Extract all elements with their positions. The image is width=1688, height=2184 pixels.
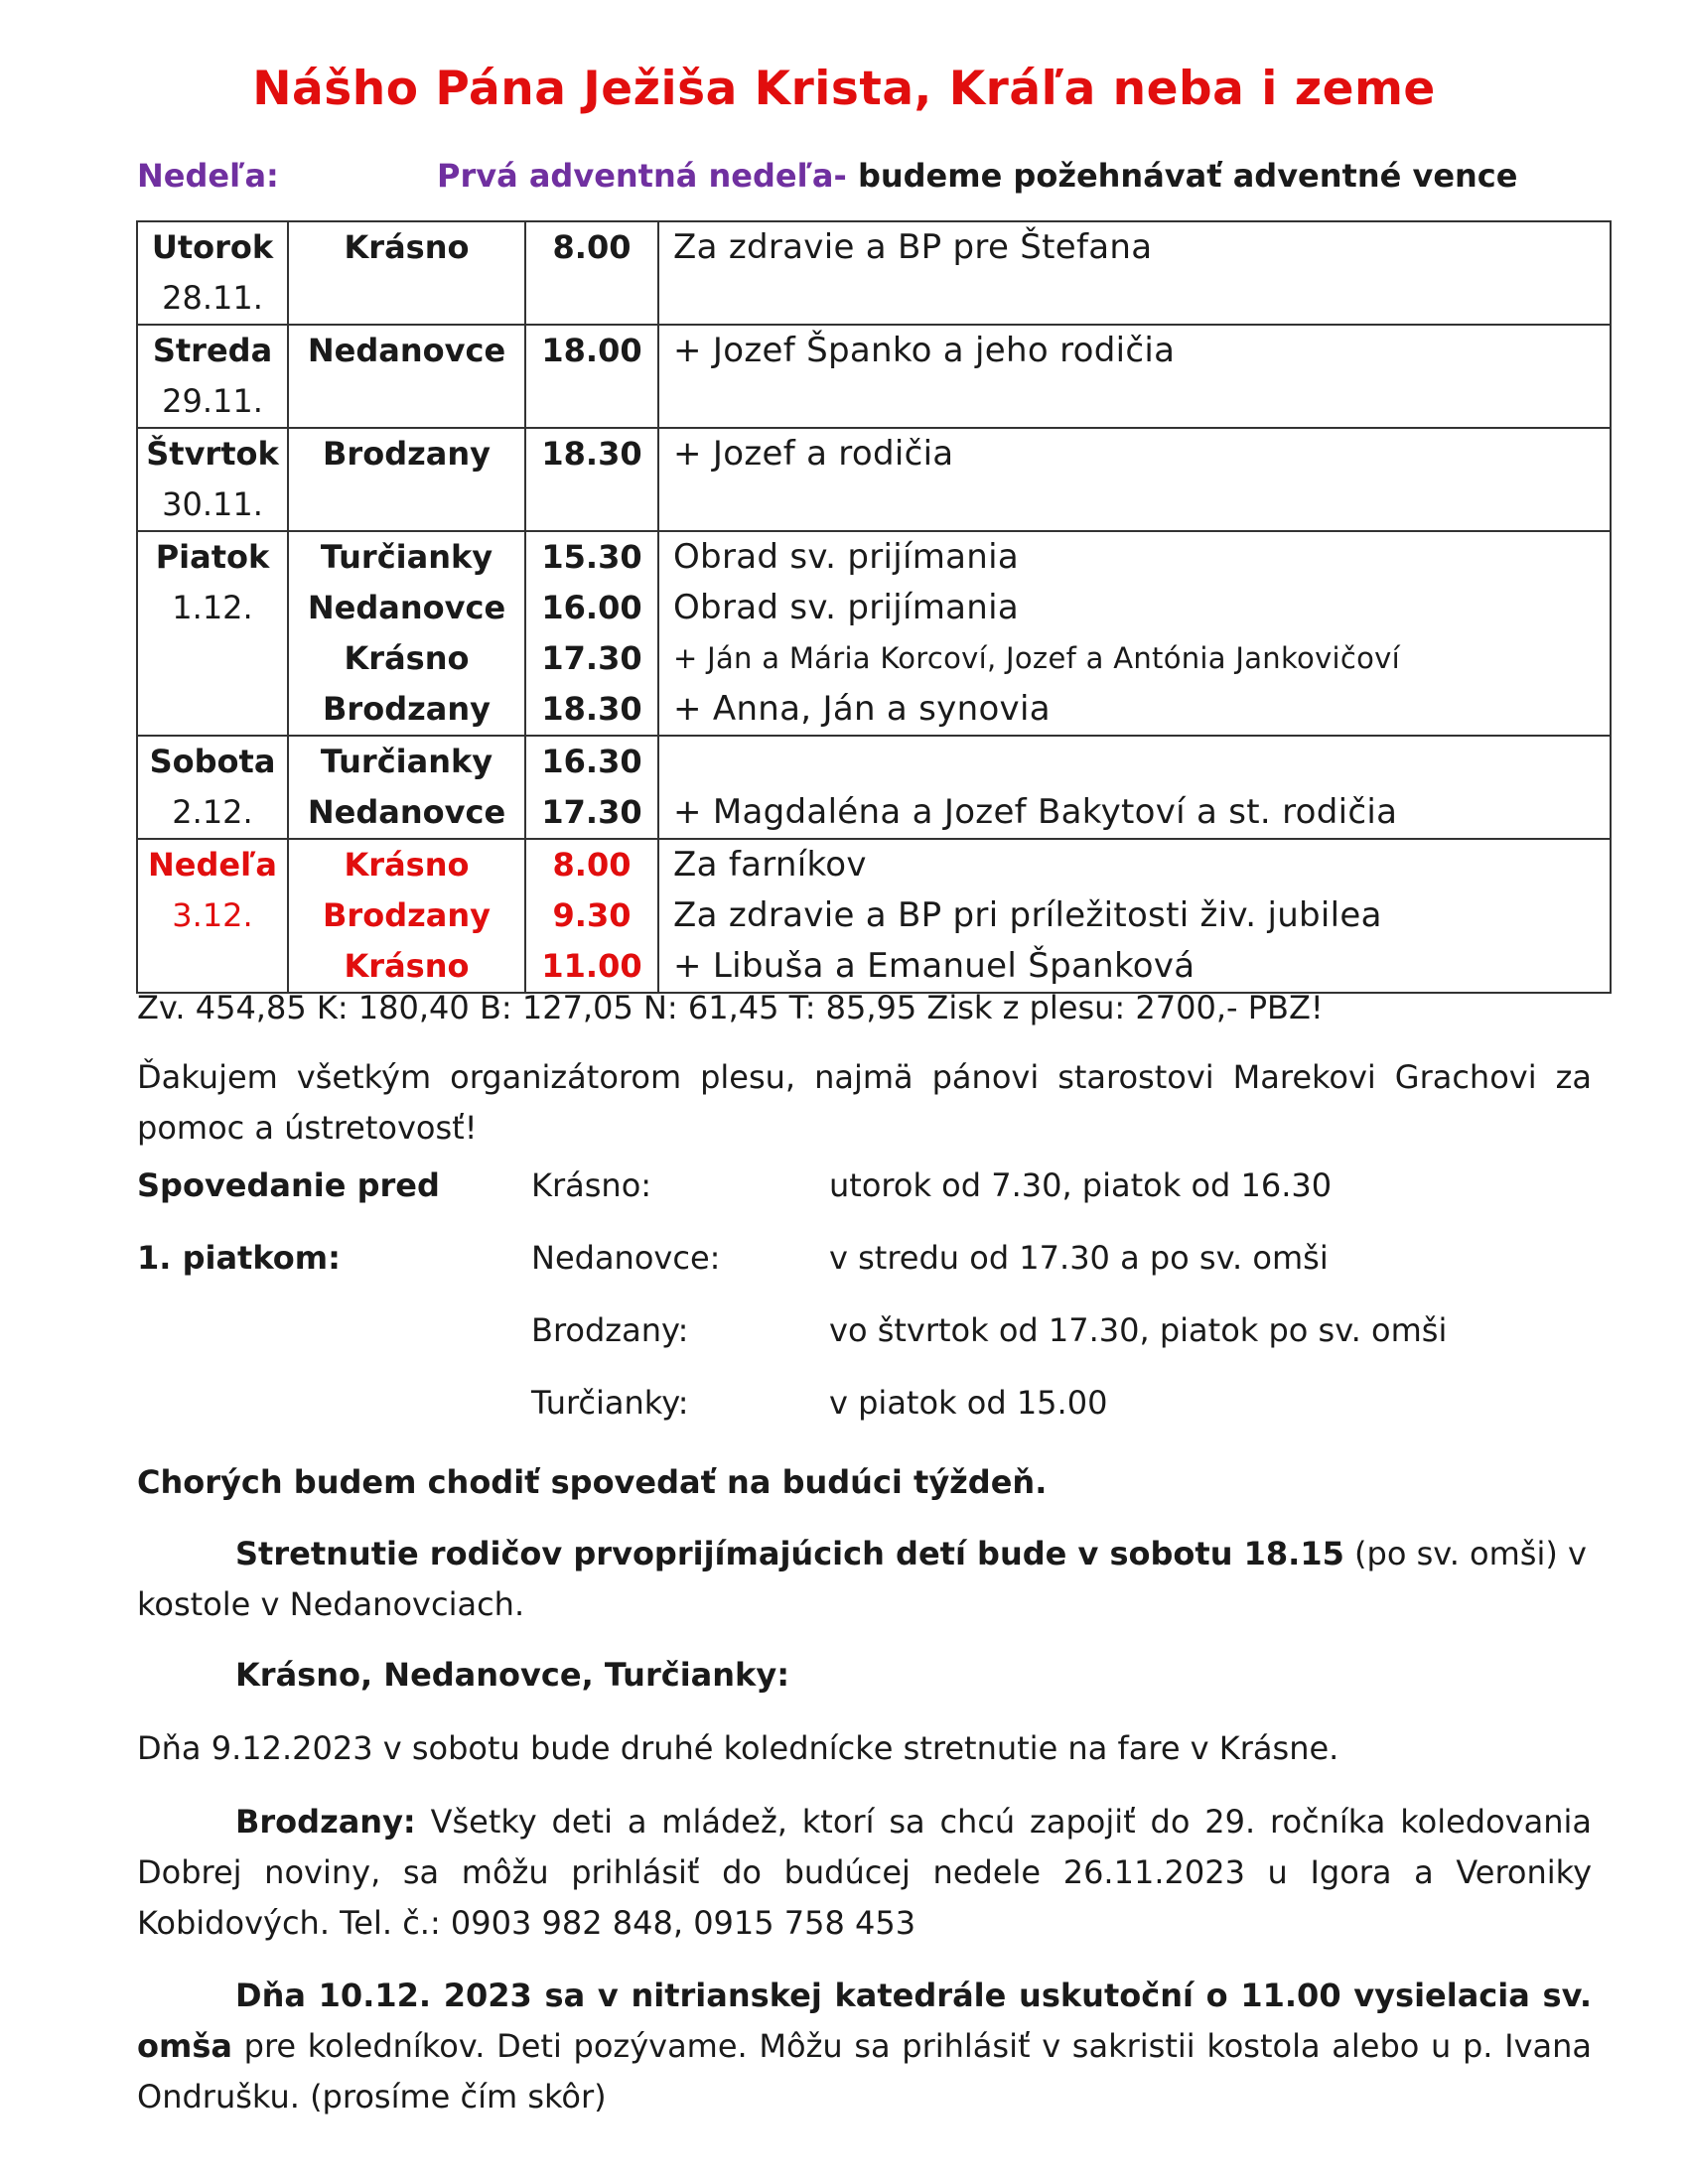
schedule-row: [137, 531, 1611, 736]
confession-label-2: 1. piatkom:: [137, 1239, 341, 1277]
mass-place: Brodzany: [323, 690, 491, 728]
cathedral-bold: Dňa 10.12. 2023 sa v nitrianskej katedrále uskutoční o 11.00 vysielacia sv. omša: [137, 1977, 1592, 2065]
time-cell: [525, 325, 658, 428]
mass-intention: + Magdaléna a Jozef Bakytoví a st. rodičia: [673, 792, 1398, 832]
carolers-meeting-note: Dňa 9.12.2023 v sobotu bude druhé koledníckе stretnutie na fare v Krásne.: [137, 1729, 1339, 1767]
schedule-row: [137, 428, 1611, 531]
mass-intention: + Ján a Mária Korcoví, Jozef a Antónia Jankovičoví: [673, 641, 1400, 675]
mass-intention: Obrad sv. prijímania: [673, 588, 1020, 627]
schedule-row: [137, 839, 1611, 993]
parishes-heading: Krásno, Nedanovce, Turčianky:: [235, 1656, 789, 1694]
mass-place: [289, 273, 524, 324]
confession-label: Spovedanie pred: [137, 1166, 440, 1204]
mass-time: 18.30: [541, 690, 642, 728]
time-cell: [525, 839, 658, 993]
mass-time: 8.00: [552, 846, 632, 884]
intention-cell: [658, 221, 1611, 325]
mass-place: Turčianky: [320, 743, 493, 780]
day-date: 3.12.: [172, 896, 253, 934]
mass-place: Krásno: [344, 228, 470, 266]
confession-time: v piatok od 15.00: [829, 1384, 1108, 1422]
place-cell: [288, 736, 525, 839]
mass-intention: Za zdravie a BP pre Štefana: [673, 227, 1153, 267]
feast-name: Prvá adventná nedeľa-: [437, 157, 847, 195]
day-name: Nedeľa: [147, 846, 278, 884]
mass-place: Brodzany: [323, 435, 491, 473]
cathedral-paragraph: [137, 1971, 1592, 2122]
mass-time: [526, 479, 657, 530]
thanks-paragraph: Ďakujem všetkým organizátorom plesu, najmä pánovi starostovi Marekovi Grachovi za pomoc a ústretovosť!: [137, 1058, 1592, 1147]
mass-time: 18.30: [541, 435, 642, 473]
brodzany-text: Všetky deti a mládež, ktorí sa chcú zapojiť do 29. ročníka koledovania Dobrej noviny, sa môžu prihlásiť do budúcej nedele 26.11.2023 u Igora a Veroniky Kobidových. Tel. č.: 0903 982 848, 0915 758 453: [137, 1803, 1592, 1942]
intention-cell: [658, 325, 1611, 428]
day-name: Štvrtok: [146, 435, 279, 473]
mass-time: 16.30: [541, 743, 642, 780]
time-cell: [525, 221, 658, 325]
mass-time: 17.30: [541, 639, 642, 677]
sunday-subtitle: [137, 157, 1597, 195]
day-cell: [137, 221, 288, 325]
mass-place: Krásno: [344, 639, 470, 677]
collections-line: Zv. 454,85 K: 180,40 B: 127,05 N: 61,45 T: 85,95 Zisk z plesu: 2700,- PBZ!: [137, 989, 1324, 1026]
mass-intention: [673, 273, 1610, 324]
day-name: Utorok: [151, 228, 274, 266]
mass-place: [289, 479, 524, 530]
day-cell: [137, 325, 288, 428]
mass-time: 18.00: [541, 332, 642, 369]
mass-time: 8.00: [552, 228, 632, 266]
time-cell: [525, 736, 658, 839]
place-cell: [288, 221, 525, 325]
day-name: Piatok: [155, 538, 270, 576]
mass-time: 15.30: [541, 538, 642, 576]
confession-time: vo štvrtok od 17.30, piatok po sv. omši: [829, 1311, 1448, 1349]
day-date: 29.11.: [162, 382, 263, 420]
schedule-row: [137, 221, 1611, 325]
brodzany-label: Brodzany:: [235, 1803, 416, 1841]
day-date: 28.11.: [162, 279, 263, 317]
confession-place: Nedanovce:: [531, 1239, 721, 1277]
place-cell: [288, 325, 525, 428]
time-cell: [525, 428, 658, 531]
mass-intention: Za zdravie a BP pri príležitosti živ. jubilea: [673, 895, 1382, 935]
day-date: 1.12.: [172, 589, 253, 626]
mass-time: 11.00: [541, 947, 642, 985]
parents-meeting-rest: (po sv. omši) v kostole v Nedanovciach.: [137, 1535, 1587, 1623]
mass-time: [526, 273, 657, 324]
confession-time: utorok od 7.30, piatok od 16.30: [829, 1166, 1333, 1204]
mass-intention: + Libuša a Emanuel Španková: [673, 946, 1196, 986]
day-cell: [137, 428, 288, 531]
place-cell: [288, 428, 525, 531]
schedule-row: [137, 736, 1611, 839]
mass-time: 17.30: [541, 793, 642, 831]
sick-confession-note: Chorých budem chodiť spovedať na budúci týždeň.: [137, 1463, 1048, 1501]
day-cell: [137, 839, 288, 993]
day-cell: [137, 531, 288, 736]
mass-place: Krásno: [344, 947, 470, 985]
confession-time: v stredu od 17.30 a po sv. omši: [829, 1239, 1329, 1277]
intention-cell: [658, 531, 1611, 736]
mass-place: Turčianky: [320, 538, 493, 576]
mass-intention: [673, 479, 1610, 530]
page-title: Nášho Pána Ježiša Krista, Kráľa neba i zeme: [252, 62, 1436, 116]
schedule-row: [137, 325, 1611, 428]
sunday-label: Nedeľa:: [137, 157, 279, 195]
mass-place: Brodzany: [323, 896, 491, 934]
intention-cell: [658, 839, 1611, 993]
mass-place: Nedanovce: [307, 589, 506, 626]
mass-intention: Obrad sv. prijímania: [673, 537, 1020, 577]
confession-place: Krásno:: [531, 1166, 652, 1204]
mass-place: Krásno: [344, 846, 470, 884]
intention-cell: [658, 736, 1611, 839]
mass-place: Nedanovce: [307, 793, 506, 831]
mass-time: [526, 376, 657, 427]
day-cell: [137, 736, 288, 839]
mass-time: 16.00: [541, 589, 642, 626]
mass-place: Nedanovce: [307, 332, 506, 369]
day-date: 30.11.: [162, 485, 263, 523]
brodzany-paragraph: [137, 1797, 1592, 1949]
feast-note: budeme požehnávať adventné vence: [857, 157, 1518, 195]
mass-intention: + Jozef Španko a jeho rodičia: [673, 331, 1176, 370]
parents-meeting-bold: Stretnutie rodičov prvoprijímajúcich detí bude v sobotu 18.15: [235, 1535, 1344, 1572]
day-name: Streda: [152, 332, 273, 369]
time-cell: [525, 531, 658, 736]
mass-intention: [673, 737, 1610, 787]
mass-intention: + Anna, Ján a synovia: [673, 689, 1051, 729]
mass-schedule-table: [136, 220, 1612, 994]
mass-time: 9.30: [552, 896, 632, 934]
parents-meeting-paragraph: [137, 1529, 1592, 1630]
place-cell: [288, 839, 525, 993]
mass-intention: Za farníkov: [673, 845, 867, 885]
intention-cell: [658, 428, 1611, 531]
mass-place: [289, 376, 524, 427]
day-name: Sobota: [149, 743, 276, 780]
place-cell: [288, 531, 525, 736]
mass-intention: + Jozef a rodičia: [673, 434, 954, 474]
confession-place: Brodzany:: [531, 1311, 689, 1349]
cathedral-text: pre koledníkov. Deti pozývame. Môžu sa prihlásiť v sakristii kostola alebo u p. Ivana Ondrušku. (prosíme čím skôr): [137, 2027, 1592, 2116]
day-date: 2.12.: [172, 793, 253, 831]
mass-intention: [673, 376, 1610, 427]
confession-place: Turčianky:: [531, 1384, 689, 1422]
